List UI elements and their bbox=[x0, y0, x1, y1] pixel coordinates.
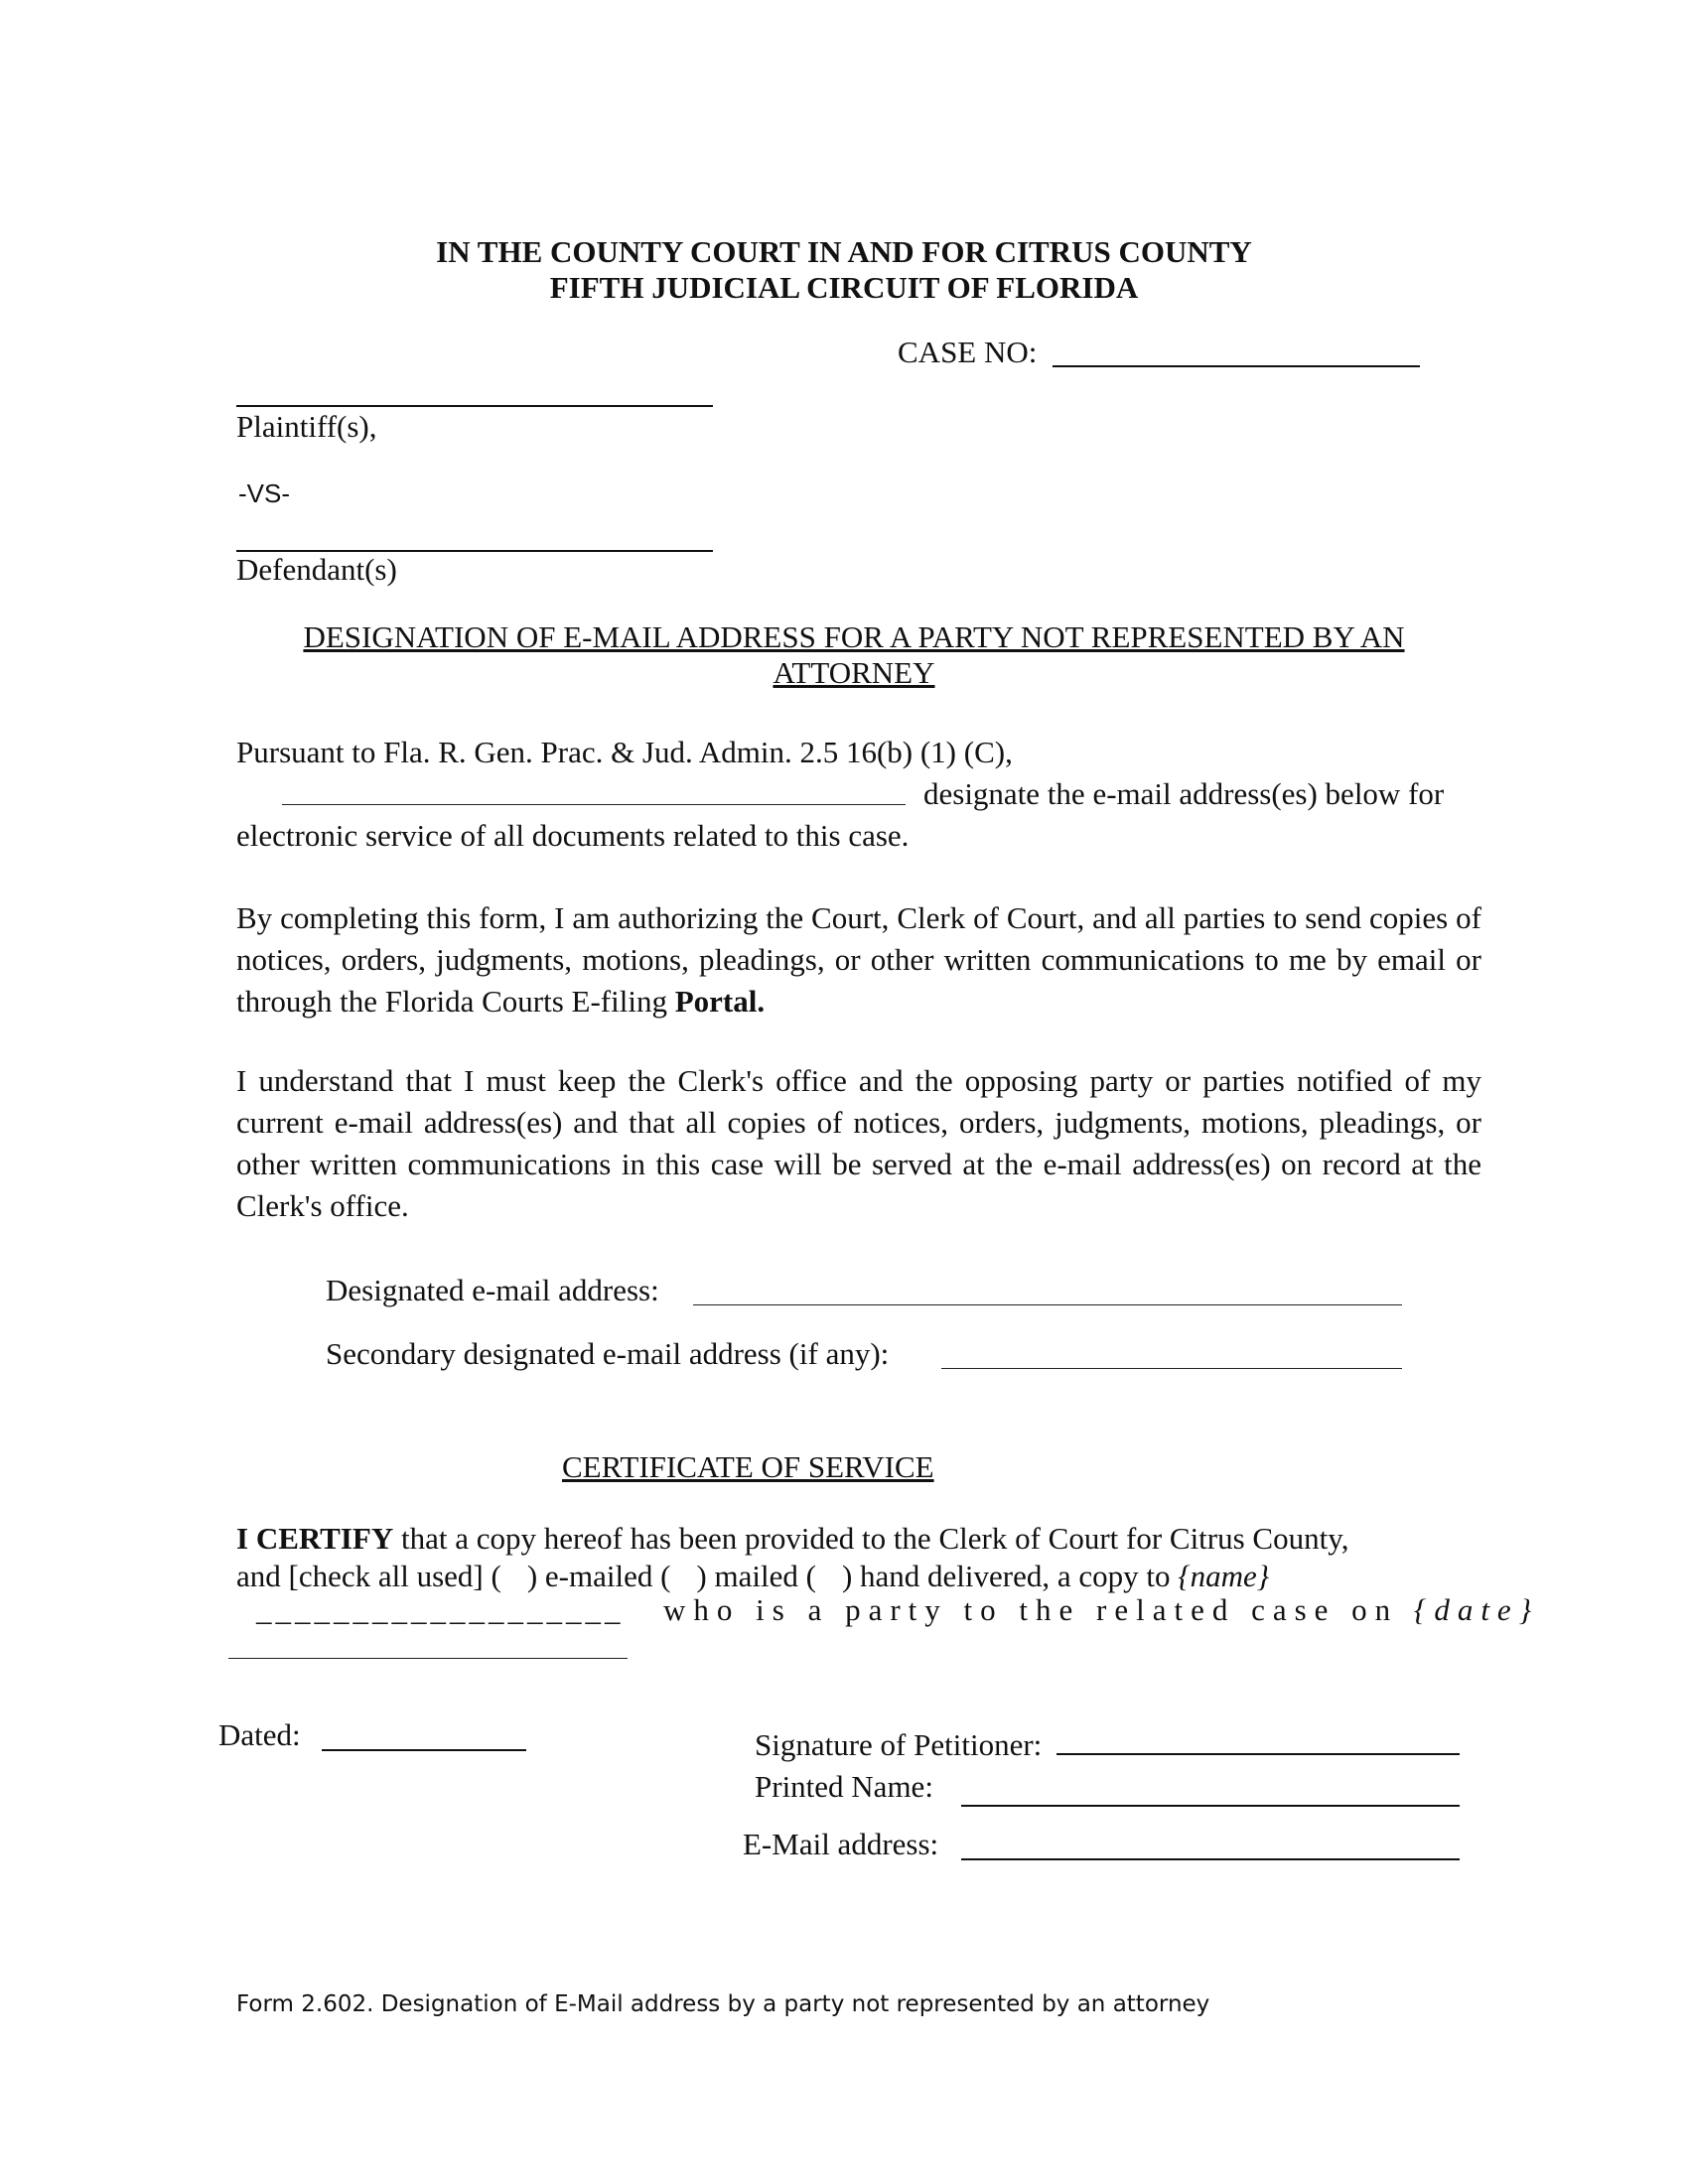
versus-label: -VS- bbox=[238, 478, 290, 508]
certificate-line3 bbox=[663, 1592, 1539, 1628]
certify-bold: I CERTIFY bbox=[236, 1521, 394, 1556]
recipient-name-blank[interactable]: ___________________ bbox=[256, 1592, 625, 1627]
pursuant-text: Pursuant to Fla. R. Gen. Prac. & Jud. Admin. 2.5 16(b) (1) (C), bbox=[236, 735, 1013, 769]
certificate-line2 bbox=[236, 1557, 1269, 1596]
signer-email-field[interactable] bbox=[961, 1858, 1460, 1860]
case-no-field[interactable] bbox=[1053, 365, 1420, 367]
dated-field[interactable] bbox=[322, 1749, 526, 1751]
secondary-email-label: Secondary designated e-mail address (if any): bbox=[326, 1336, 890, 1371]
electronic-service-text: electronic service of all documents related to this case. bbox=[236, 818, 910, 853]
form-footer: Form 2.602. Designation of E-Mail address by a party not represented by an attorney bbox=[236, 1991, 1210, 2017]
designated-email-field[interactable] bbox=[693, 1304, 1402, 1305]
service-date-field[interactable] bbox=[228, 1658, 628, 1659]
secondary-email-field[interactable] bbox=[941, 1368, 1402, 1369]
signer-email-label: E-Mail address: bbox=[743, 1827, 939, 1861]
check-intro-text: and [check all used] ( bbox=[236, 1559, 501, 1593]
signature-label: Signature of Petitioner: bbox=[755, 1727, 1043, 1762]
printed-name-field[interactable] bbox=[961, 1805, 1460, 1807]
court-name: IN THE COUNTY COURT IN AND FOR CITRUS COUNTY bbox=[436, 234, 1252, 269]
party-name-field[interactable] bbox=[282, 804, 906, 805]
case-no-label: CASE NO: bbox=[898, 335, 1038, 369]
authorization-text: By completing this form, I am authorizing the Court, Clerk of Court, and all parties to send copies of notices, orders, judgments, motions, pleadings, or other written communications to me by email or through the Florida Courts E-filing bbox=[236, 900, 1481, 1019]
printed-name-label: Printed Name: bbox=[755, 1769, 933, 1804]
document-title-line2: ATTORNEY bbox=[773, 655, 935, 690]
document-title: DESIGNATION OF E-MAIL ADDRESS FOR A PARTY NOT REPRESENTED BY AN bbox=[303, 619, 1405, 654]
dated-label: Dated: bbox=[218, 1717, 301, 1752]
designate-text: designate the e-mail address(es) below for bbox=[923, 776, 1445, 811]
plaintiff-label: Plaintiff(s), bbox=[236, 409, 377, 444]
related-case-text: who is a party to the related case on bbox=[663, 1592, 1399, 1627]
circuit-name: FIFTH JUDICIAL CIRCUIT OF FLORIDA bbox=[549, 270, 1139, 305]
understanding-paragraph: I understand that I must keep the Clerk's office and the opposing party or parties notified of my current e-mail address(es) and that all copies of notices, orders, judgments, motions, pleadings, or other written communications in this case will be served at the e-mail address(es) on record at the Clerk's office. bbox=[236, 1063, 1481, 1223]
authorization-paragraph bbox=[236, 897, 1481, 1023]
defendant-label: Defendant(s) bbox=[236, 552, 397, 587]
portal-bold-text: Portal. bbox=[674, 984, 766, 1019]
emailed-text: ) e-mailed ( bbox=[526, 1559, 671, 1593]
date-placeholder: {date} bbox=[1413, 1592, 1540, 1627]
certify-text: that a copy hereof has been provided to the Clerk of Court for Citrus County, bbox=[401, 1521, 1349, 1556]
hand-delivered-text: ) hand delivered, a copy to bbox=[841, 1559, 1171, 1593]
designated-email-label: Designated e-mail address: bbox=[326, 1273, 659, 1307]
certificate-heading: CERTIFICATE OF SERVICE bbox=[562, 1449, 934, 1484]
name-placeholder: {name} bbox=[1178, 1559, 1270, 1593]
signature-field[interactable] bbox=[1056, 1753, 1460, 1755]
mailed-text: ) mailed ( bbox=[696, 1559, 816, 1593]
certificate-line1 bbox=[236, 1519, 1487, 1559]
